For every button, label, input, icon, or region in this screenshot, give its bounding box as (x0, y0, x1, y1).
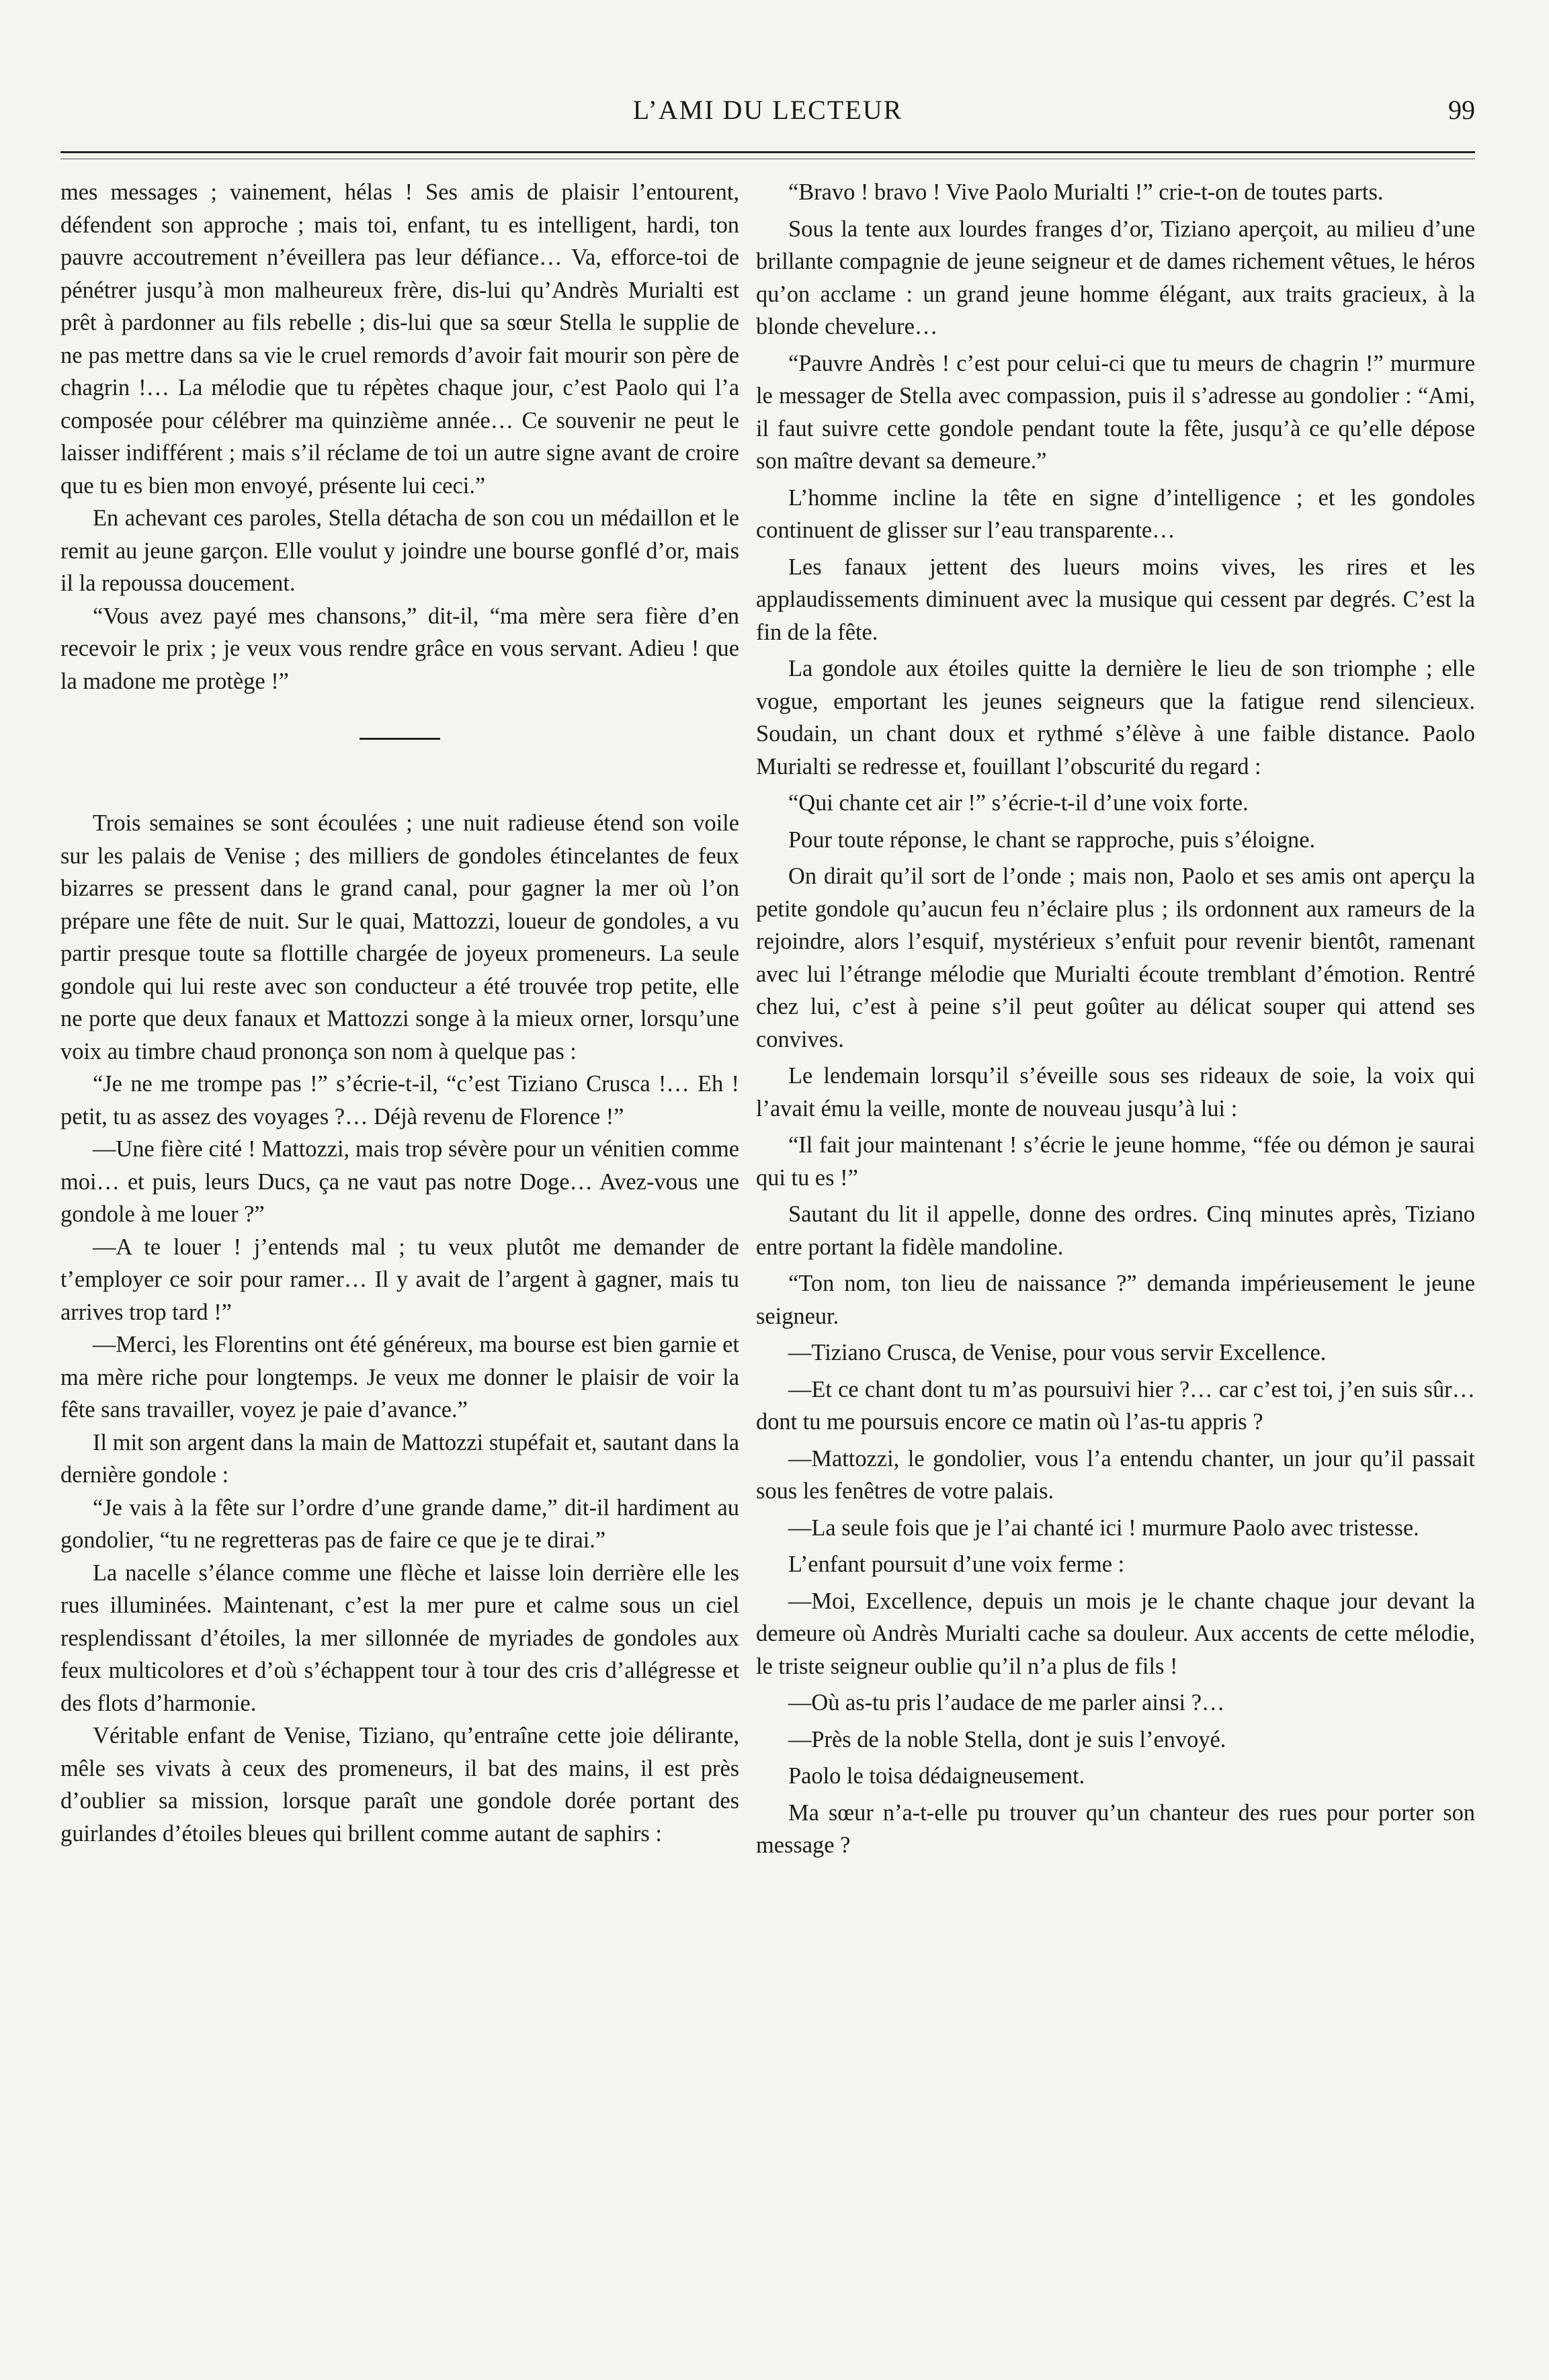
paragraph: La nacelle s’élance comme une flèche et laisse loin derrière elle les rues illuminées. Maintenant, c’est la mer pure et calme sous un ciel resplendissant d’étoiles, la mer sillonnée de myriades de gondoles aux feux multicolores et d’où s’échappent tour à tour des cris d’allégresse et des flots d’harmonie. (60, 1560, 739, 1716)
paragraph: “Qui chante cet air !” s’écrie-t-il d’une voix forte. (788, 790, 1249, 816)
paragraph: L’homme incline la tête en signe d’intelligence ; et les gondoles continuent de glisser sur l’eau transparente… (756, 484, 1475, 543)
paragraph: L’enfant poursuit d’une voix ferme : (788, 1552, 1125, 1577)
paragraph: “Je vais à la fête sur l’ordre d’une grande dame,” dit-il hardiment au gondolier, “tu ne regretteras pas de faire ce que je te dirai.” (60, 1494, 739, 1553)
paragraph: “Je ne me trompe pas !” s’écrie-t-il, “c’est Tiziano Crusca !… Eh ! petit, tu as assez des voyages ?… Déjà revenu de Florence !” (60, 1071, 739, 1130)
paragraph: “Pauvre Andrès ! c’est pour celui-ci que tu meurs de chagrin !” murmure le messager de Stella avec compassion, puis il s’adresse au gondolier : “Ami, il faut suivre cette gondole pendant toute la fête, jusqu’à ce qu’elle dépose son maître devant sa demeure.” (756, 350, 1475, 474)
paragraph: “Vous avez payé mes chansons,” dit-il, “ma mère sera fière d’en recevoir le prix ; je veux vous rendre grâce en vous servant. Adieu ! que la madone me protège !” (60, 603, 739, 694)
paragraph: —Merci, les Florentins ont été généreux, ma bourse est bien garnie et ma mère riche pour longtemps. Je veux me donner le plaisir de voir la fête sans travailler, voyez je paie d’avance.” (60, 1332, 739, 1422)
paragraph: Pour toute réponse, le chant se rapproche, puis s’éloigne. (788, 826, 1316, 853)
paragraph: —Tiziano Crusca, de Venise, pour vous servir Excellence. (788, 1340, 1327, 1365)
running-title: L’AMI DU LECTEUR (632, 95, 903, 125)
paragraph: “Il fait jour maintenant ! s’écrie le jeune homme, “fée ou démon je saurai qui tu es !” (756, 1132, 1475, 1191)
page-header (60, 94, 1475, 141)
page-number: 99 (1448, 95, 1475, 125)
paragraph: —Près de la noble Stella, dont je suis l’envoyé. (788, 1726, 1226, 1752)
paragraph: En achevant ces paroles, Stella détacha de son cou un médaillon et le remit au jeune garçon. Elle voulut y joindre une bourse gonflé d’or, mais il la repoussa doucement. (60, 505, 739, 596)
paragraph: Sous la tente aux lourdes franges d’or, Tiziano aperçoit, au milieu d’une brillante compagnie de jeune seigneur et de dames richement vêtues, le héros qu’on acclame : un grand jeune homme élégant, aux traits gracieux, à la blonde chevelure… (756, 216, 1475, 339)
section-divider (360, 738, 440, 740)
paragraph: —La seule fois que je l’ai chanté ici ! murmure Paolo avec tristesse. (788, 1515, 1419, 1541)
paragraph: —Et ce chant dont tu m’as poursuivi hier ?… car c’est toi, j’en suis sûr… dont tu me poursuis encore ce matin où l’as-tu appris ? (756, 1376, 1475, 1435)
paragraph: On dirait qu’il sort de l’onde ; mais non, Paolo et ses amis ont aperçu la petite gondole qu’aucun feu n’éclaire plus ; ils ordonnent aux rameurs de la rejoindre, alors l’esquif, mystérieux s’enfuit pour revenir bientôt, ramenant avec lui l’étrange mélodie que Murialti écoute tremblant d’émotion. Rentré chez lui, c’est à peine s’il peut goûter au délicat souper qui attend ses convives. (756, 863, 1475, 1052)
paragraph: —Mattozzi, le gondolier, vous l’a entendu chanter, un jour qu’il passait sous les fenêtres de votre palais. (756, 1445, 1475, 1504)
header-rule (60, 151, 1475, 159)
paragraph: Il mit son argent dans la main de Mattozzi stupéfait et, sautant dans la dernière gondole : (60, 1429, 739, 1488)
paragraph: Le lendemain lorsqu’il s’éveille sous ses rideaux de soie, la voix qui l’avait ému la veille, monte de nouveau jusqu’à lui : (756, 1063, 1475, 1121)
paragraph: “Bravo ! bravo ! Vive Paolo Murialti !” crie-t-on de toutes parts. (788, 179, 1384, 205)
paragraph: Paolo le toisa dédaigneusement. (788, 1763, 1085, 1789)
paragraph: “Ton nom, ton lieu de naissance ?” demanda impérieusement le jeune seigneur. (756, 1271, 1475, 1329)
right-column (756, 176, 1475, 1866)
paragraph: Sautant du lit il appelle, donne des ordres. Cinq minutes après, Tiziano entre portant la fidèle mandoline. (756, 1201, 1475, 1260)
paragraph: La gondole aux étoiles quitte la dernière le lieu de son triomphe ; elle vogue, emportant les jeunes seigneurs que la fatigue rend silencieux. Soudain, un chant doux et rythmé s’élève à une faible distance. Paolo Murialti se redresse et, fouillant l’obscurité du regard : (756, 656, 1475, 779)
paragraph: Ma sœur n’a-t-elle pu trouver qu’un chanteur des rues pour porter son message ? (756, 1799, 1475, 1858)
paragraph: —Où as-tu pris l’audace de me parler ainsi ?… (788, 1690, 1225, 1715)
paragraph: Véritable enfant de Venise, Tiziano, qu’entraîne cette joie délirante, mêle ses vivats à ceux des promeneurs, il bat des mains, il est près d’oublier sa mission, lorsque paraît une gondole dorée portant des guirlandes d’étoiles bleues qui brillent comme autant de saphirs : (60, 1723, 739, 1846)
paragraph: —Une fière cité ! Mattozzi, mais trop sévère pour un vénitien comme moi… et puis, leurs Ducs, ça ne vaut pas notre Doge… Avez-vous une gondole à me louer ?” (60, 1136, 739, 1227)
paragraph: —Moi, Excellence, depuis un mois je le chante chaque jour devant la demeure où Andrès Murialti cache sa douleur. Aux accents de cette mélodie, le triste seigneur oublie qu’il n’a plus de fils ! (756, 1588, 1475, 1679)
paragraph: mes messages ; vainement, hélas ! Ses amis de plaisir l’entourent, défendent son approche ; mais toi, enfant, tu es intelligent, hardi, ton pauvre accoutrement n’éveillera pas leur défiance… Va, efforce-toi de pénétrer jusqu’à mon malheureux frère, dis-lui qu’Andrès Murialti est prêt à pardonner au fils rebelle ; dis-lui que sa sœur Stella le supplie de ne pas mettre dans sa vie le cruel remords d’avoir fait mourir son père de chagrin !… La mélodie que tu répètes chaque jour, c’est Paolo qui l’a composée pour célébrer ma quinzième année… Ce souvenir ne peut le laisser indifférent ; mais s’il réclame de toi un autre signe avant de croire que tu es bien mon envoyé, présente lui ceci.” (60, 179, 739, 499)
paragraph: —A te louer ! j’entends mal ; tu veux plutôt me demander de t’employer ce soir pour ramer… Il y avait de l’argent à gagner, mais tu arrives trop tard !” (60, 1234, 739, 1325)
paragraph: Trois semaines se sont écoulées ; une nuit radieuse étend son voile sur les palais de Venise ; des milliers de gondoles étincelantes de feux bizarres se pressent dans le grand canal, pour gagner la mer où l’on prépare une fête de nuit. Sur le quai, Mattozzi, loueur de gondoles, a vu partir presque toute sa flottille chargée de joyeux promeneurs. La seule gondole qui lui reste avec son conducteur a été trouvée trop petite, elle ne porte que deux fanaux et Mattozzi songe à la mieux orner, lorsqu’une voix au timbre chaud prononça son nom à quelque pas : (60, 810, 739, 1064)
left-column (60, 176, 739, 1850)
paragraph: Les fanaux jettent des lueurs moins vives, les rires et les applaudissements diminuent avec la musique qui cessent par degrés. C’est la fin de la fête. (756, 554, 1475, 645)
